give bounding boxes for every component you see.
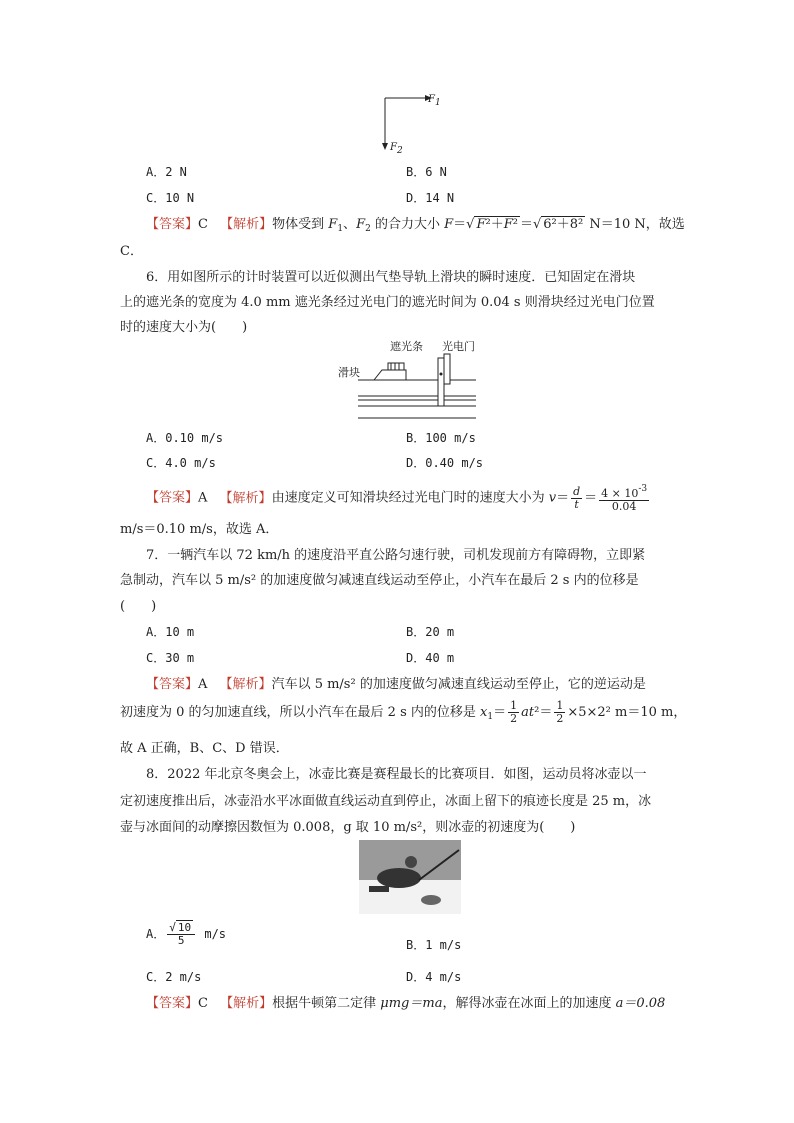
q5-answer-line: 【答案】C 【解析】物体受到 $F_1$、$F_2$ 的合力大小 F＝√ F²＋F² ＝√ 6²＋8² N＝10 N，故选 [146, 217, 685, 234]
q8-option-c[interactable]: C．2 m/s [146, 970, 202, 984]
slider-label: 滑块 [338, 366, 360, 379]
photogate-post [438, 358, 444, 406]
q7-option-c[interactable]: C．30 m [146, 651, 195, 665]
q5-option-c[interactable]: C．10 N [146, 191, 195, 205]
photogate-label: 光电门 [442, 340, 475, 353]
q6-stem-line2: 上的遮光条的宽度为 4.0 mm 遮光条经过光电门的遮光时间为 0.04 s 则滑块经过光电门位置 [120, 295, 655, 310]
q8-option-a[interactable]: A． $\frac{√ 10}{5}$ m/s [146, 921, 227, 947]
q7-answer-end: 故 A 正确，B、C、D 错误． [120, 741, 289, 756]
analysis-text: 由速度定义可知滑块经过光电门时的速度大小为 [271, 490, 545, 506]
analysis-tag: 【解析】 [219, 490, 272, 506]
q5-answer-end: C． [120, 244, 143, 259]
q7-answer-line [146, 673, 702, 692]
q7-stem-line3: ( ) [120, 599, 157, 614]
f1-label: F1 [428, 94, 441, 108]
analysis-text: ×5×2² m＝10 m， [567, 705, 687, 720]
q8-option-b[interactable]: B．1 m/s [406, 938, 462, 952]
q6-answer-line: 【答案】A 【解析】由速度定义可知滑块经过光电门时的速度大小为 v＝ $\frac{d}{t}$ ＝ $\frac{4 \times 10^{-3}}{0.04}$ [146, 484, 648, 513]
f2-label: F2 [390, 142, 403, 156]
q7-stem-line2: 急制动，汽车以 5 m/s² 的加速度做匀减速直线运动至停止，小汽车在最后 2 s 内的位移是 [120, 573, 639, 588]
q6-stem-line3: 时的速度大小为( ) [120, 320, 248, 335]
analysis-formula: a＝0.08 [615, 996, 666, 1011]
shade-strip [388, 363, 404, 370]
analysis-formula: μmg＝ma [380, 996, 443, 1011]
answer-tag: 【答案】 [146, 996, 199, 1011]
q6-option-c[interactable]: C．4.0 m/s [146, 456, 216, 470]
q8-stem-line1: 8．2022 年北京冬奥会上，冰壶比赛是赛程最长的比赛项目．如图，运动员将冰壶以一 [146, 767, 647, 782]
q8-stem-line2: 定初速度推出后，冰壶沿水平冰面做直线运动直到停止，冰面上留下的痕迹长度是 25 m，冰 [120, 794, 652, 809]
athlete-head [405, 856, 417, 868]
q8-option-d[interactable]: D．4 m/s [406, 970, 462, 984]
slider-block [374, 370, 406, 380]
answer-value: A [198, 677, 208, 692]
q5-option-d[interactable]: D．14 N [406, 191, 455, 205]
q6-option-b[interactable]: B．100 m/s [406, 431, 476, 445]
q6-stem-line1: 6．用如图所示的计时装置可以近似测出气垫导轨上滑块的瞬时速度．已知固定在滑块 [146, 270, 636, 285]
answer-tag: 【答案】 [146, 490, 199, 506]
q7-answer-line2: 初速度为 0 的匀加速直线，所以小汽车在最后 2 s 内的位移是 $x_1=$ $\frac{1}{2}$ at²＝ $\frac{1}{2}$ ×5×2² m＝10 m， [120, 699, 687, 725]
answer-value: C [198, 217, 208, 232]
q7-option-a[interactable]: A．10 m [146, 625, 195, 639]
analysis-text: 物体受到 [272, 217, 325, 232]
air-track-figure [338, 334, 478, 424]
analysis-text: 初速度为 0 的匀加速直线，所以小汽车在最后 2 s 内的位移是 [120, 705, 476, 720]
q6-option-a[interactable]: A．0.10 m/s [146, 431, 224, 445]
frac-denominator: 0.04 [611, 500, 637, 513]
analysis-text: ，解得冰壶在冰面上的加速度 [442, 996, 612, 1011]
analysis-text: 汽车以 5 m/s² 的加速度做匀减速直线运动至停止，它的逆运动是 [271, 677, 646, 692]
q7-option-b[interactable]: B．20 m [406, 625, 455, 639]
analysis-text: 根据牛顿第二定律 [272, 996, 377, 1011]
q7-stem-line1: 7．一辆汽车以 72 km/h 的速度沿平直公路匀速行驶，司机发现前方有障碍物，立即紧 [146, 548, 646, 563]
q8-stem-line3: 壶与冰面间的动摩擦因数恒为 0.008，g 取 10 m/s²，则冰壶的初速度为( ) [120, 820, 576, 835]
q6-answer-end: m/s＝0.10 m/s，故选 A． [120, 522, 279, 537]
f2-arrow-head [382, 143, 388, 150]
q7-option-d[interactable]: D．40 m [406, 651, 455, 665]
q6-option-d[interactable]: D．0.40 m/s [406, 456, 484, 470]
athlete-body [377, 868, 421, 888]
frac-numerator: $4 \times 10^{-3}$ [601, 484, 648, 500]
answer-tag: 【答案】 [146, 217, 199, 232]
analysis-tag: 【解析】 [219, 677, 272, 692]
athlete-leg [369, 886, 389, 892]
answer-value: A [198, 490, 208, 506]
q8-answer-line [146, 992, 702, 1011]
answer-value: C [198, 996, 208, 1011]
curling-photo [359, 840, 461, 914]
analysis-tag: 【解析】 [220, 996, 273, 1011]
photogate-head [444, 354, 450, 384]
q5-option-a[interactable]: A．2 N [146, 165, 187, 179]
analysis-text: N＝10 N，故选 [589, 217, 685, 232]
analysis-text: 的合力大小 [374, 217, 440, 232]
shade-strip-label: 遮光条 [390, 340, 423, 353]
curling-stone [421, 895, 441, 905]
force-diagram [370, 88, 450, 158]
q5-option-b[interactable]: B．6 N [406, 165, 447, 179]
photogate-sensor [440, 373, 443, 376]
analysis-tag: 【解析】 [220, 217, 273, 232]
answer-tag: 【答案】 [146, 677, 199, 692]
curling-illustration-svg [359, 840, 461, 914]
